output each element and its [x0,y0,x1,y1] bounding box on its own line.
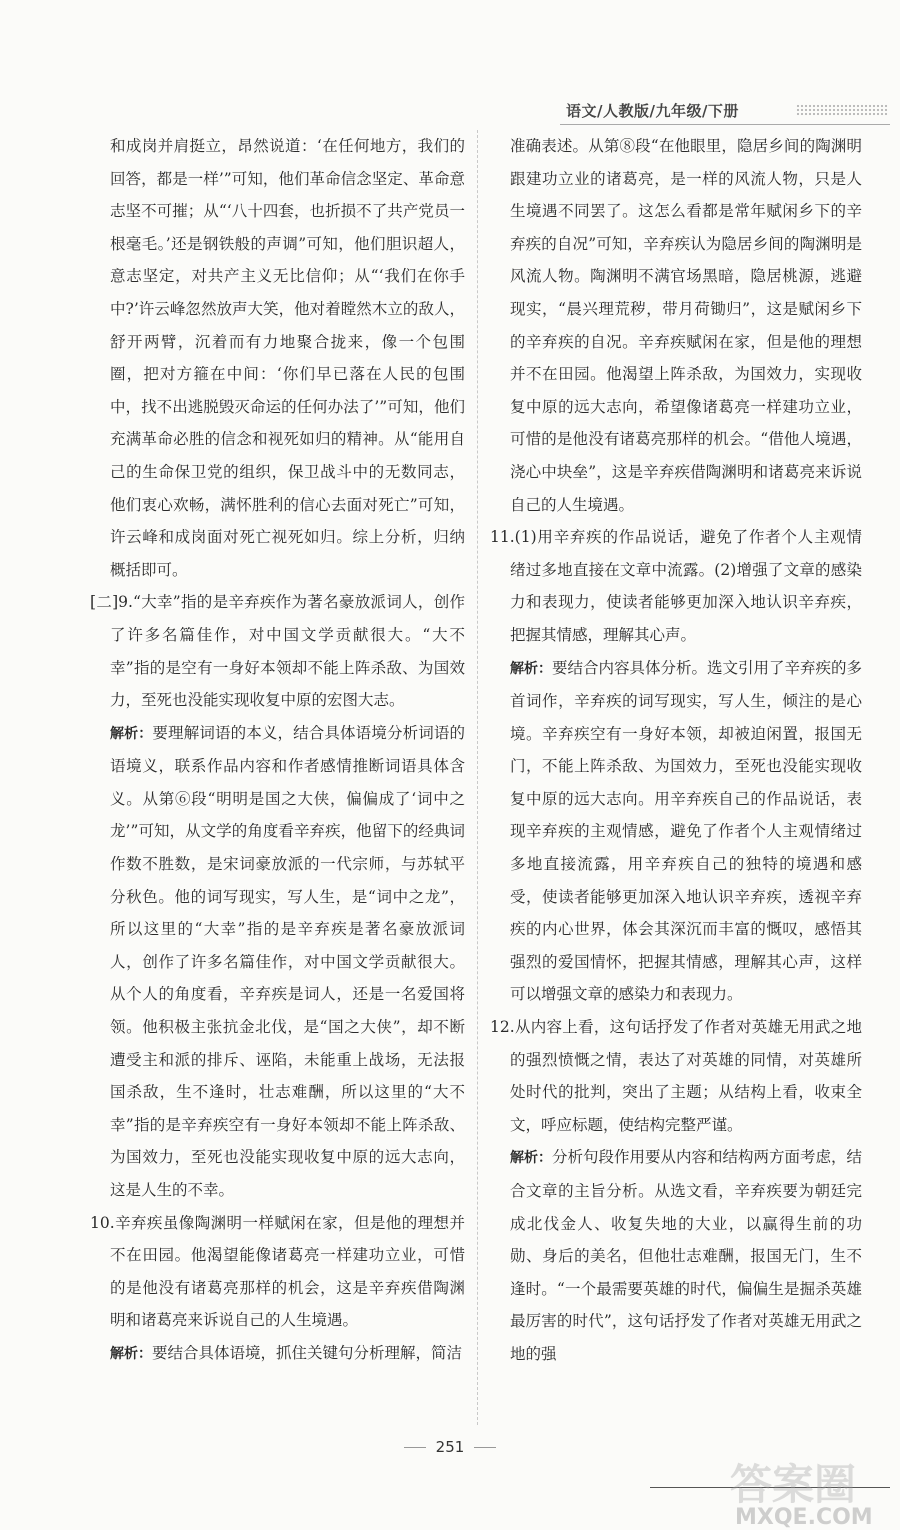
header-title: 语文/人教版/九年级/下册 [566,102,739,120]
answer-item-12 [490,1011,862,1141]
watermark-url: MXQE.COM [735,1505,873,1530]
column-divider [477,130,478,1425]
analysis-text: 要结合具体语境，抓住关键句分析理解，简洁 [152,1343,463,1362]
answer-text: 从内容上看，这句话抒发了作者对英雄无用武之地的强烈愤慨之情，表达了对英雄的同情，对英雄所处时代的批判，突出了主题；从结构上看，收束全文，呼应标题，使结构完整严谨。 [510,1018,862,1134]
answer-text: (1)用辛弃疾的作品说话，避免了作者个人主观情绪过多地直接在文章中流露。(2)增强了文章的感染力和表现力，使读者能够更加深入地认识辛弃疾，把握其情感，理解其心声。 [510,528,862,644]
item-number: [二]9. [90,593,133,612]
page-header [0,98,900,126]
answer-text: 辛弃疾虽像陶渊明一样赋闲在家，但是他的理想并不在田园。他渴望能像诸葛亮一样建功立业，可惜的是他没有诸葛亮那样的机会，这是辛弃疾借陶渊明和诸葛亮来诉说自己的人生境遇。 [110,1213,465,1330]
analysis-paragraph [90,717,465,1207]
analysis-text: 分析句段作用要从内容和结构两方面考虑，结合文章的主旨分析。从选文看，辛弃疾要为朝廷完成北伐金人、收复失地的大业，以赢得生前的功勋、身后的美名，但他壮志难酬，报国无门，生不逢时。“一个最需要英雄的时代，偏偏生是掘杀英雄最厉害的时代”，这句话抒发了作者对英雄无用武之地的强 [510,1148,863,1363]
analysis-label: 解析： [110,1345,152,1362]
header-rule [560,124,890,125]
analysis-label: 解析： [110,725,153,742]
item-number: 10. [90,1213,115,1232]
item-number: 11. [490,528,515,547]
answer-text: “大幸”指的是辛弃疾作为著名豪放派词人，创作了许多名篇佳作，对中国文学贡献很大。“大不幸”指的是空有一身好本领却不能上阵杀敌、为国效力，至死也没能实现收复中原的宏图大志。 [110,593,465,710]
footer-dash-left [404,1447,426,1448]
item-number: 12. [490,1018,515,1037]
answer-item-10 [90,1207,465,1337]
right-column [490,130,862,1371]
answer-paragraph: 和成岗并肩挺立，昂然说道：‘在任何地方，我们的回答，都是一样’”可知，他们革命信念坚定、革命意志坚不可摧；从“‘八十四套，也折损不了共产党员一根毫毛。’还是钢铁般的声调”可知，他们胆识超人，意志坚定，对共产主义无比信仰；从“‘我们在你手中?’许云峰忽然放声大笑，他对着瞠然木立的敌人，舒开两臂，沉着而有力地聚合拢来，像一个包围圈，把对方箍在中间：‘你们早已落在人民的包围中，找不出逃脱毁灭命运的任何办法了’”可知，他们充满革命必胜的信念和视死如归的精神。从“能用自己的生命保卫党的组织，保卫战斗中的无数同志，他们衷心欢畅，满怀胜利的信心去面对死亡”可知，许云峰和成岗面对死亡视死如归。综上分析，归纳概括即可。 [110,137,465,579]
watermark-logo: 答案圈 [730,1460,857,1509]
left-column [90,130,465,1371]
answer-item-9 [90,586,465,716]
analysis-text: 要理解词语的本义，结合具体语境分析词语的语境义，联系作品内容和作者感情推断词语具体含义。从第⑥段“明明是国之大侠，偏偏成了‘词中之龙’”可知，从文学的角度看辛弃疾，他留下的经典词作数不胜数，是宋词豪放派的一代宗师，与苏轼平分秋色。他的词写现实，写人生，是“词中之龙”，所以这里的“大幸”指的是辛弃疾是著名豪放派词人，创作了许多名篇佳作，对中国文学贡献很大。从个人的角度看，辛弃疾是词人，还是一名爱国将领。他积极主张抗金北伐，是“国之大侠”，却不断遭受主和派的排斥、诬陷，未能重上战场，无法报国杀敌，生不逢时，壮志难酬，所以这里的“大不幸”指的是辛弃疾空有一身好本领却不能上阵杀敌、为国效力，至死也没能实现收复中原的远大志向，这是人生的不幸。 [110,723,466,1199]
analysis-continued: 准确表述。从第⑧段“在他眼里，隐居乡间的陶渊明跟建功立业的诸葛亮，是一样的风流人物，只是人生境遇不同罢了。这怎么看都是常年赋闲乡下的辛弃疾的自况”可知，辛弃疾认为隐居乡间的陶渊明是风流人物。陶渊明不满官场黑暗，隐居桃源，逃避现实，“晨兴理荒秽，带月荷锄归”，这是赋闲乡下的辛弃疾的自况。辛弃疾赋闲在家，但是他的理想并不在田园。他渴望上阵杀敌，为国效力，实现收复中原的远大志向，希望像诸葛亮一样建功立业，可惜的是他没有诸葛亮那样的机会。“借他人境遇，浇心中块垒”，这是辛弃疾借陶渊明和诸葛亮来诉说自己的人生境遇。 [510,137,862,514]
analysis-label: 解析： [510,660,552,677]
header-dot-pattern [796,104,888,116]
analysis-label: 解析： [510,1150,552,1167]
answer-item-11 [490,521,862,651]
analysis-paragraph [490,652,862,1012]
analysis-paragraph [90,1337,465,1371]
page-number: 251 [435,1438,465,1456]
analysis-text: 要结合内容具体分析。选文引用了辛弃疾的多首词作，辛弃疾的词写现实，写人生，倾注的是心境。辛弃疾空有一身好本领，却被迫闲置，报国无门，不能上阵杀敌、为国效力，至死也没能实现收复中原的远大志向。用辛弃疾自己的作品说话，表现辛弃疾的主观情感，避免了作者个人主观情绪过多地直接流露，用辛弃疾自己的独特的境遇和感受，使读者能够更加深入地认识辛弃疾，透视辛弃疾的内心世界，体会其深沉而丰富的慨叹，感悟其强烈的爱国情怀，把握其情感，理解其心声，这样可以增强文章的感染力和表现力。 [510,658,863,1004]
analysis-paragraph [490,1141,862,1370]
footer-dash-right [474,1447,496,1448]
